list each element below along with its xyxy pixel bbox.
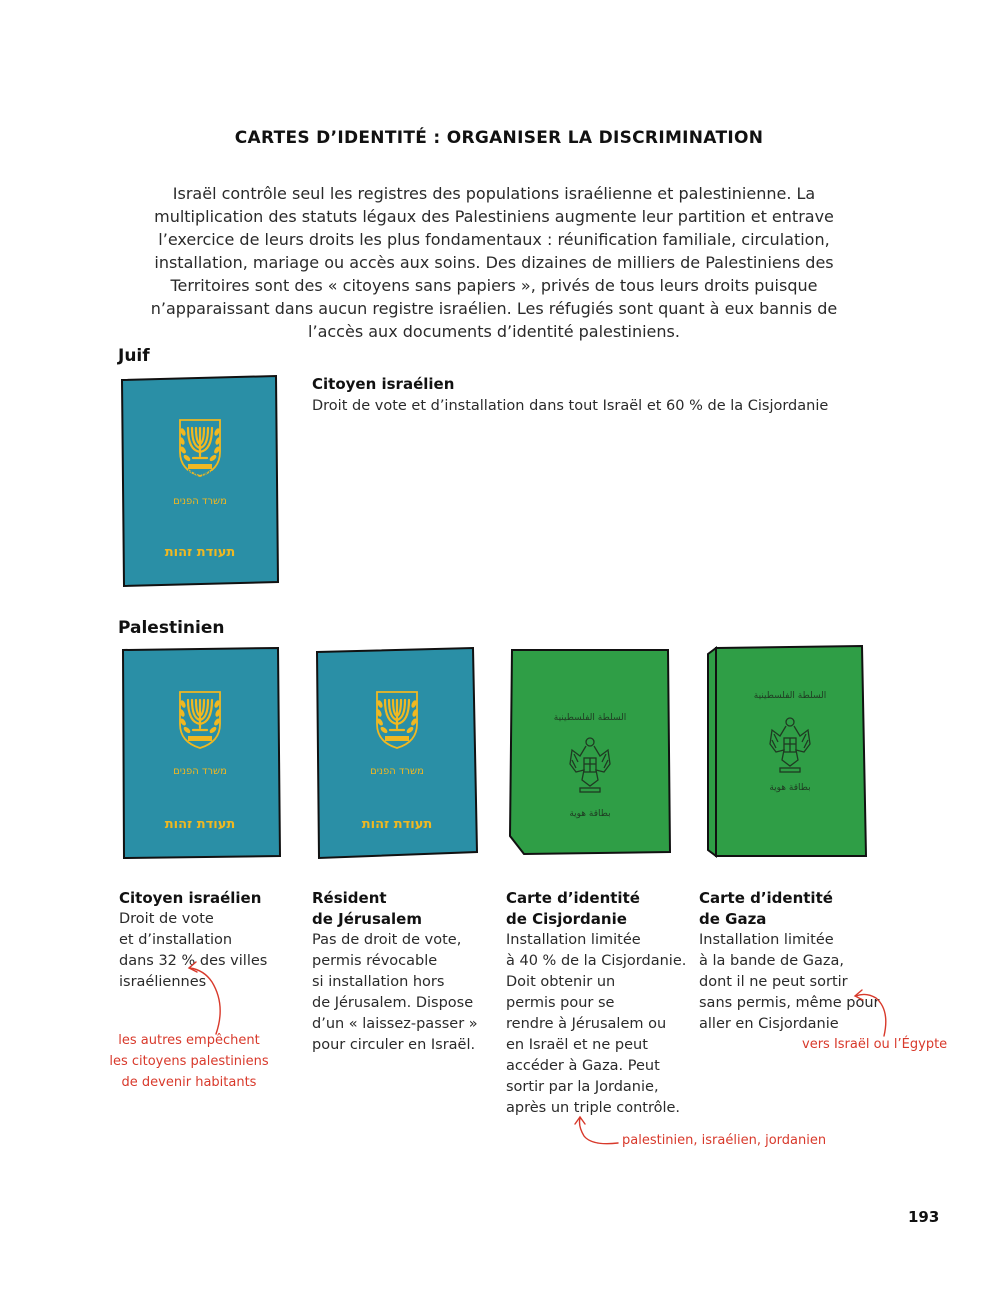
jerusalem-desc-line: permis révocable xyxy=(312,953,438,969)
citizen-desc-line: et d’installation xyxy=(119,932,233,948)
intro-paragraph: Israël contrôle seul les registres des populations israélienne et palestinienne. La multiplication des statuts légaux des Palestiniens augmente leur partition et entrave l’exercice de leurs droits les plus fondamentaux : réunification familiale, circulation, installation, mariage ou accès aux soins. Des dizaines de milliers de Palestiniens des Territoires sont des « citoyens sans papiers », privés de tous leurs droits puisque n’apparaissant dans aucun registre israélien. Les réfugiés sont quant à eux bannis de l’accès aux documents d’identité palestiniens. xyxy=(150,184,838,341)
citizen-desc-line: israéliennes xyxy=(119,974,207,990)
jerusalem-desc-line: pour circuler en Israël. xyxy=(312,1037,476,1053)
card-arabic-document: بطاقة هوية xyxy=(769,783,811,793)
citizen-title: Citoyen israélien xyxy=(119,889,262,907)
west-bank-desc-line: à 40 % de la Cisjordanie. xyxy=(506,953,687,969)
annotation-line: les citoyens palestiniens xyxy=(109,1054,269,1069)
arrow-west-bank-note xyxy=(580,1118,619,1144)
gaza-desc-line: dont il ne peut sortir xyxy=(699,974,848,990)
jerusalem-title-line: Résident xyxy=(312,889,387,907)
gaza-desc-line: Installation limitée xyxy=(699,932,834,948)
jerusalem-desc-line: d’un « laissez-passer » xyxy=(312,1016,478,1032)
card-hebrew-ministry: משרד הפנים xyxy=(173,496,227,507)
jerusalem-title-line: de Jérusalem xyxy=(312,910,422,928)
card-arabic-authority: السلطة الفلسطينية xyxy=(553,713,627,723)
arrow-gaza-note xyxy=(856,994,886,1036)
section-label-palestinien: Palestinien xyxy=(118,618,225,638)
card-hebrew-document: תעודת זהות xyxy=(164,817,236,832)
west-bank-desc-line: permis pour se xyxy=(506,995,615,1011)
juif-card-title: Citoyen israélien xyxy=(312,375,455,393)
page-title: CARTES D’IDENTITÉ : ORGANISER LA DISCRIMINATION xyxy=(234,128,764,148)
west-bank-desc-line: sortir par la Jordanie, xyxy=(506,1079,659,1095)
card-arabic-authority: السلطة الفلسطينية xyxy=(753,691,827,701)
jerusalem-desc-line: Pas de droit de vote, xyxy=(312,932,462,948)
card-hebrew-ministry: משרד הפנים xyxy=(370,766,424,777)
west-bank-desc-line: accéder à Gaza. Peut xyxy=(506,1058,660,1074)
west-bank-desc-line: Installation limitée xyxy=(506,932,641,948)
west-bank-desc-line: rendre à Jérusalem ou xyxy=(506,1016,667,1032)
annotation-line: de devenir habitants xyxy=(121,1075,257,1090)
card-hebrew-top: ישראל xyxy=(187,469,213,479)
card-hebrew-ministry: משרד הפנים xyxy=(173,766,227,777)
citizen-desc-line: Droit de vote xyxy=(119,911,214,927)
card-arabic-document: بطاقة هوية xyxy=(569,809,611,819)
west-bank-title-line: de Cisjordanie xyxy=(506,910,627,928)
citizen-desc-line: dans 32 % des villes xyxy=(119,953,268,969)
arrow-citizen-note xyxy=(190,968,220,1034)
section-label-juif: Juif xyxy=(118,346,150,366)
card-hebrew-document: תעודת זהות xyxy=(361,817,433,832)
gaza-title-line: Carte d’identité xyxy=(699,889,833,907)
card-hebrew-document: תעודת זהות xyxy=(164,545,236,560)
jerusalem-desc-line: de Jérusalem. Dispose xyxy=(312,995,474,1011)
gaza-desc-line: aller en Cisjordanie xyxy=(699,1016,839,1032)
juif-card-desc: Droit de vote et d’installation dans tout Israël et 60 % de la Cisjordanie xyxy=(312,398,829,414)
gaza-desc-line: à la bande de Gaza, xyxy=(699,953,844,969)
gaza-annotation: vers Israël ou l’Égypte xyxy=(802,1037,948,1052)
gaza-desc-line: sans permis, même pour xyxy=(699,995,880,1011)
arrow-citizen-head xyxy=(189,962,197,972)
jerusalem-desc-line: si installation hors xyxy=(312,974,445,990)
west-bank-desc-line: après un triple contrôle. xyxy=(506,1100,681,1116)
page-number: 193 xyxy=(908,1208,940,1226)
west-bank-title-line: Carte d’identité xyxy=(506,889,640,907)
west-bank-desc-line: Doit obtenir un xyxy=(506,974,616,990)
gaza-title-line: de Gaza xyxy=(699,910,767,928)
annotation-line: les autres empêchent xyxy=(118,1033,260,1048)
west-bank-desc-line: en Israël et ne peut xyxy=(506,1037,648,1053)
west-bank-annotation: palestinien, israélien, jordanien xyxy=(622,1133,827,1148)
